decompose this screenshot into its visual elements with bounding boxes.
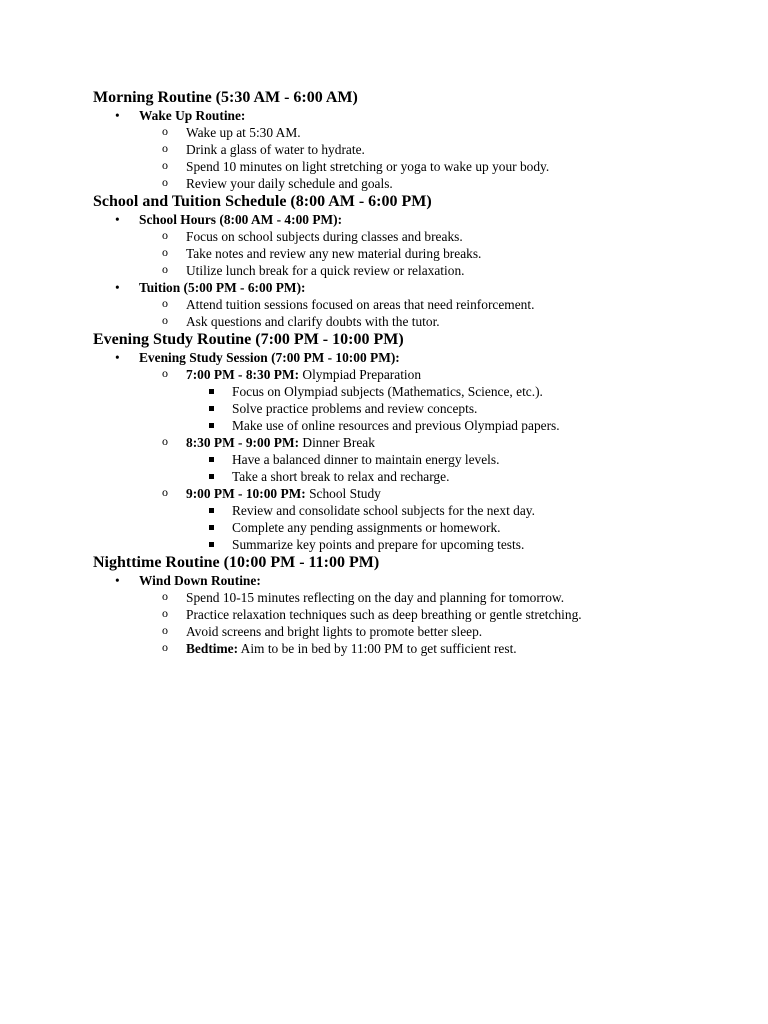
sub-list-item: [93, 175, 733, 192]
square-bullet-icon: [209, 389, 214, 394]
sub-item-text: Take notes and review any new material during breaks.: [186, 246, 482, 261]
circle-marker: o: [162, 158, 168, 172]
sub-item-text: Avoid screens and bright lights to promote better sleep.: [186, 624, 483, 639]
detail-text: Make use of online resources and previous Olympiad papers.: [232, 418, 560, 433]
circle-marker: o: [162, 141, 168, 155]
sub-list-item: [93, 228, 733, 245]
section-morning: [93, 88, 733, 192]
sub-item-text: Spend 10 minutes on light stretching or yoga to wake up your body.: [186, 159, 550, 174]
list-item: [93, 211, 733, 228]
bullet-marker: •: [115, 108, 120, 123]
item-label: Wake Up Routine:: [139, 108, 246, 123]
sub-item-text: Spend 10-15 minutes reflecting on the day and planning for tomorrow.: [186, 590, 565, 605]
circle-marker: o: [162, 606, 168, 620]
list-item: [93, 572, 733, 589]
sub-item-text: Attend tuition sessions focused on areas that need reinforcement.: [186, 297, 535, 312]
sub-list-item: [93, 296, 733, 313]
item-label: Wind Down Routine:: [139, 573, 261, 588]
circle-marker: o: [162, 640, 168, 654]
sub-item-text: Utilize lunch break for a quick review or relaxation.: [186, 263, 465, 278]
section-heading: Nighttime Routine (10:00 PM - 11:00 PM): [93, 554, 380, 571]
time-slot-activity: Dinner Break: [299, 435, 375, 450]
bullet-marker: •: [115, 350, 120, 365]
sub-list-item: [93, 485, 733, 502]
detail-item: [93, 536, 733, 553]
sub-list-item: [93, 434, 733, 451]
circle-marker: o: [162, 262, 168, 276]
detail-item: [93, 417, 733, 434]
list-item: [93, 279, 733, 296]
sub-list-item: [93, 640, 733, 657]
section-heading: Evening Study Routine (7:00 PM - 10:00 PM): [93, 331, 404, 348]
circle-marker: o: [162, 366, 168, 380]
square-bullet-icon: [209, 474, 214, 479]
detail-item: [93, 519, 733, 536]
square-bullet-icon: [209, 542, 214, 547]
time-slot-label: 7:00 PM - 8:30 PM:: [186, 367, 300, 382]
sub-item-text: Focus on school subjects during classes and breaks.: [186, 229, 463, 244]
detail-item: [93, 451, 733, 468]
circle-marker: o: [162, 313, 168, 327]
bullet-marker: •: [115, 573, 120, 588]
circle-marker: o: [162, 623, 168, 637]
sub-list-item: [93, 158, 733, 175]
item-label: School Hours (8:00 AM - 4:00 PM):: [139, 212, 343, 227]
detail-text: Solve practice problems and review concepts.: [232, 401, 478, 416]
sub-list-item: [93, 623, 733, 640]
sub-item-text: Review your daily schedule and goals.: [186, 176, 393, 191]
sub-item-text: Drink a glass of water to hydrate.: [186, 142, 365, 157]
detail-text: Complete any pending assignments or homework.: [232, 520, 501, 535]
sub-list-item: [93, 366, 733, 383]
square-bullet-icon: [209, 508, 214, 513]
sub-list-item: [93, 124, 733, 141]
sub-item-text: Practice relaxation techniques such as deep breathing or gentle stretching.: [186, 607, 582, 622]
time-slot-label: 8:30 PM - 9:00 PM:: [186, 435, 300, 450]
bedtime-label: Bedtime:: [186, 641, 239, 656]
circle-marker: o: [162, 175, 168, 189]
section-heading: Morning Routine (5:30 AM - 6:00 AM): [93, 89, 358, 106]
detail-item: [93, 383, 733, 400]
list-item: [93, 107, 733, 124]
bullet-marker: •: [115, 212, 120, 227]
time-slot-activity: School Study: [305, 486, 381, 501]
section-heading: School and Tuition Schedule (8:00 AM - 6:00 PM): [93, 193, 432, 210]
square-bullet-icon: [209, 423, 214, 428]
detail-text: Review and consolidate school subjects for the next day.: [232, 503, 535, 518]
sub-list-item: [93, 313, 733, 330]
item-label: Tuition (5:00 PM - 6:00 PM):: [139, 280, 306, 295]
list-item: [93, 349, 733, 366]
detail-text: Have a balanced dinner to maintain energy levels.: [232, 452, 500, 467]
document-body: [93, 88, 733, 657]
detail-text: Focus on Olympiad subjects (Mathematics, Science, etc.).: [232, 384, 543, 399]
time-slot-activity: Olympiad Preparation: [299, 367, 422, 382]
square-bullet-icon: [209, 406, 214, 411]
square-bullet-icon: [209, 525, 214, 530]
sub-list-item: [93, 589, 733, 606]
sub-list-item: [93, 262, 733, 279]
bullet-marker: •: [115, 280, 120, 295]
circle-marker: o: [162, 485, 168, 499]
sub-list-item: [93, 245, 733, 262]
detail-item: [93, 468, 733, 485]
bedtime-text: Aim to be in bed by 11:00 PM to get sufficient rest.: [238, 641, 517, 656]
detail-text: Take a short break to relax and recharge.: [232, 469, 450, 484]
circle-marker: o: [162, 434, 168, 448]
detail-item: [93, 400, 733, 417]
time-slot-label: 9:00 PM - 10:00 PM:: [186, 486, 306, 501]
section-nighttime: [93, 553, 733, 657]
sub-item-text: Ask questions and clarify doubts with the tutor.: [186, 314, 440, 329]
circle-marker: o: [162, 589, 168, 603]
circle-marker: o: [162, 296, 168, 310]
section-evening-study: [93, 330, 733, 553]
sub-list-item: [93, 606, 733, 623]
sub-item-text: Wake up at 5:30 AM.: [186, 125, 301, 140]
detail-item: [93, 502, 733, 519]
sub-list-item: [93, 141, 733, 158]
section-school-tuition: [93, 192, 733, 330]
detail-text: Summarize key points and prepare for upcoming tests.: [232, 537, 525, 552]
circle-marker: o: [162, 124, 168, 138]
circle-marker: o: [162, 245, 168, 259]
circle-marker: o: [162, 228, 168, 242]
item-label: Evening Study Session (7:00 PM - 10:00 PM):: [139, 350, 400, 365]
square-bullet-icon: [209, 457, 214, 462]
